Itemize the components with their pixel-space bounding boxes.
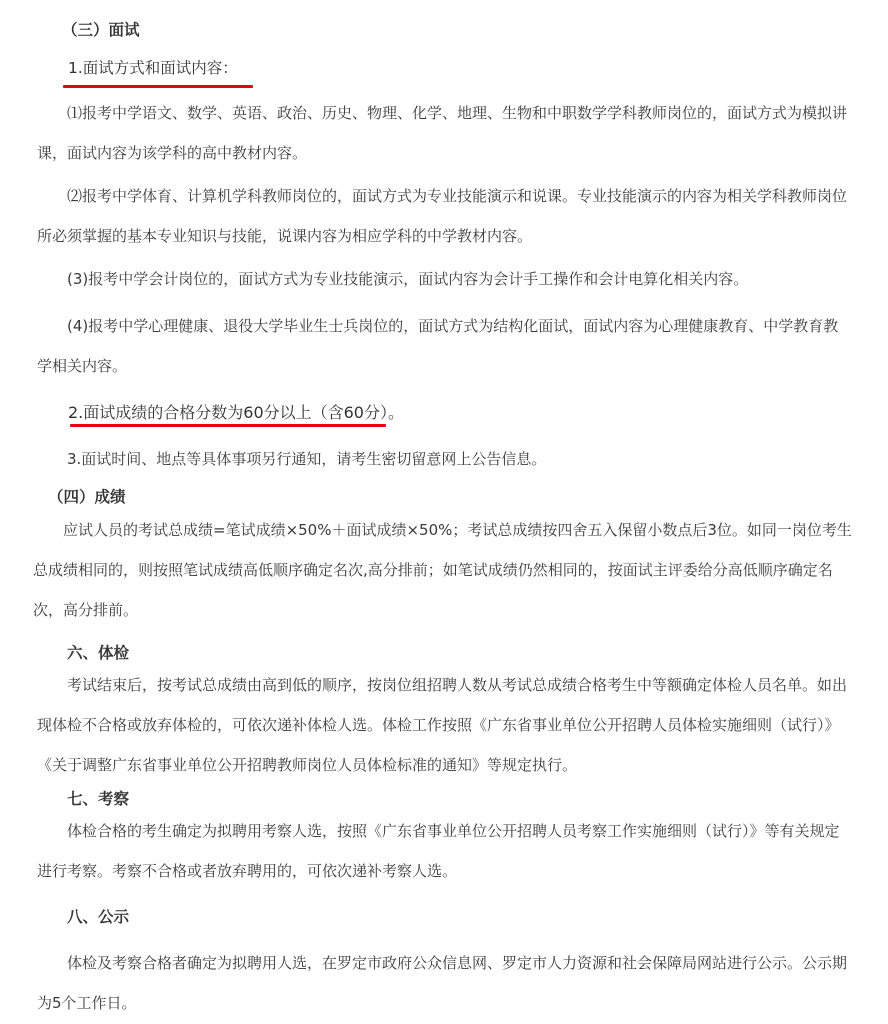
physical-exam-heading: 六、体检	[67, 644, 130, 662]
score-heading: （四）成绩	[48, 488, 126, 506]
score-text: 应试人员的考试总成绩=笔试成绩×50%＋面试成绩×50%；考试总成绩按四舍五入保留小数点后3位。如同一岗位考生总成绩相同的，则按照笔试成绩高低顺序确定名次,高分排前；如笔试成绩仍然相同的，按面试主评委给分高低顺序确定名次，高分排前。	[33, 521, 852, 619]
interview-item-4: (4)报考中学心理健康、退役大学毕业生士兵岗位的，面试方式为结构化面试，面试内容为心理健康教育、中学教育教学相关内容。	[37, 317, 839, 375]
highlight-underline	[63, 85, 253, 88]
highlight-underline	[70, 424, 386, 427]
inspection-heading: 七、考察	[67, 790, 130, 808]
interview-heading: （三）面试	[62, 21, 140, 39]
interview-method-heading: 1.面试方式和面试内容：	[68, 59, 238, 77]
interview-item-1: ⑴报考中学语文、数学、英语、政治、历史、物理、化学、地理、生物和中职数学学科教师岗位的，面试方式为模拟讲课，面试内容为该学科的高中教材内容。	[37, 104, 848, 162]
inspection-text: 体检合格的考生确定为拟聘用考察人选，按照《广东省事业单位公开招聘人员考察工作实施细则（试行）》等有关规定进行考察。考察不合格或者放弃聘用的，可依次递补考察人选。	[37, 822, 840, 880]
publicity-text: 体检及考察合格者确定为拟聘用人选，在罗定市政府公众信息网、罗定市人力资源和社会保障局网站进行公示。公示期为5个工作日。	[37, 954, 848, 1012]
interview-item-3: (3)报考中学会计岗位的，面试方式为专业技能演示，面试内容为会计手工操作和会计电算化相关内容。	[67, 270, 749, 288]
physical-exam-text: 考试结束后，按考试总成绩由高到低的顺序，按岗位组招聘人数从考试总成绩合格考生中等额确定体检人员名单。如出现体检不合格或放弃体检的，可依次递补体检人选。体检工作按照《广东省事业单位公开招聘人员体检实施细则（试行）》《关于调整广东省事业单位公开招聘教师岗位人员体检标准的通知》等规定执行。	[37, 676, 848, 774]
interview-time-text: 3.面试时间、地点等具体事项另行通知，请考生密切留意网上公告信息。	[67, 450, 547, 468]
publicity-heading: 八、公示	[67, 908, 130, 926]
interview-item-2: ⑵报考中学体育、计算机学科教师岗位的，面试方式为专业技能演示和说课。专业技能演示的内容为相关学科教师岗位所必须掌握的基本专业知识与技能，说课内容为相应学科的中学教材内容。	[37, 187, 848, 245]
pass-score-text: 2.面试成绩的合格分数为60分以上（含60分）。	[68, 403, 404, 422]
